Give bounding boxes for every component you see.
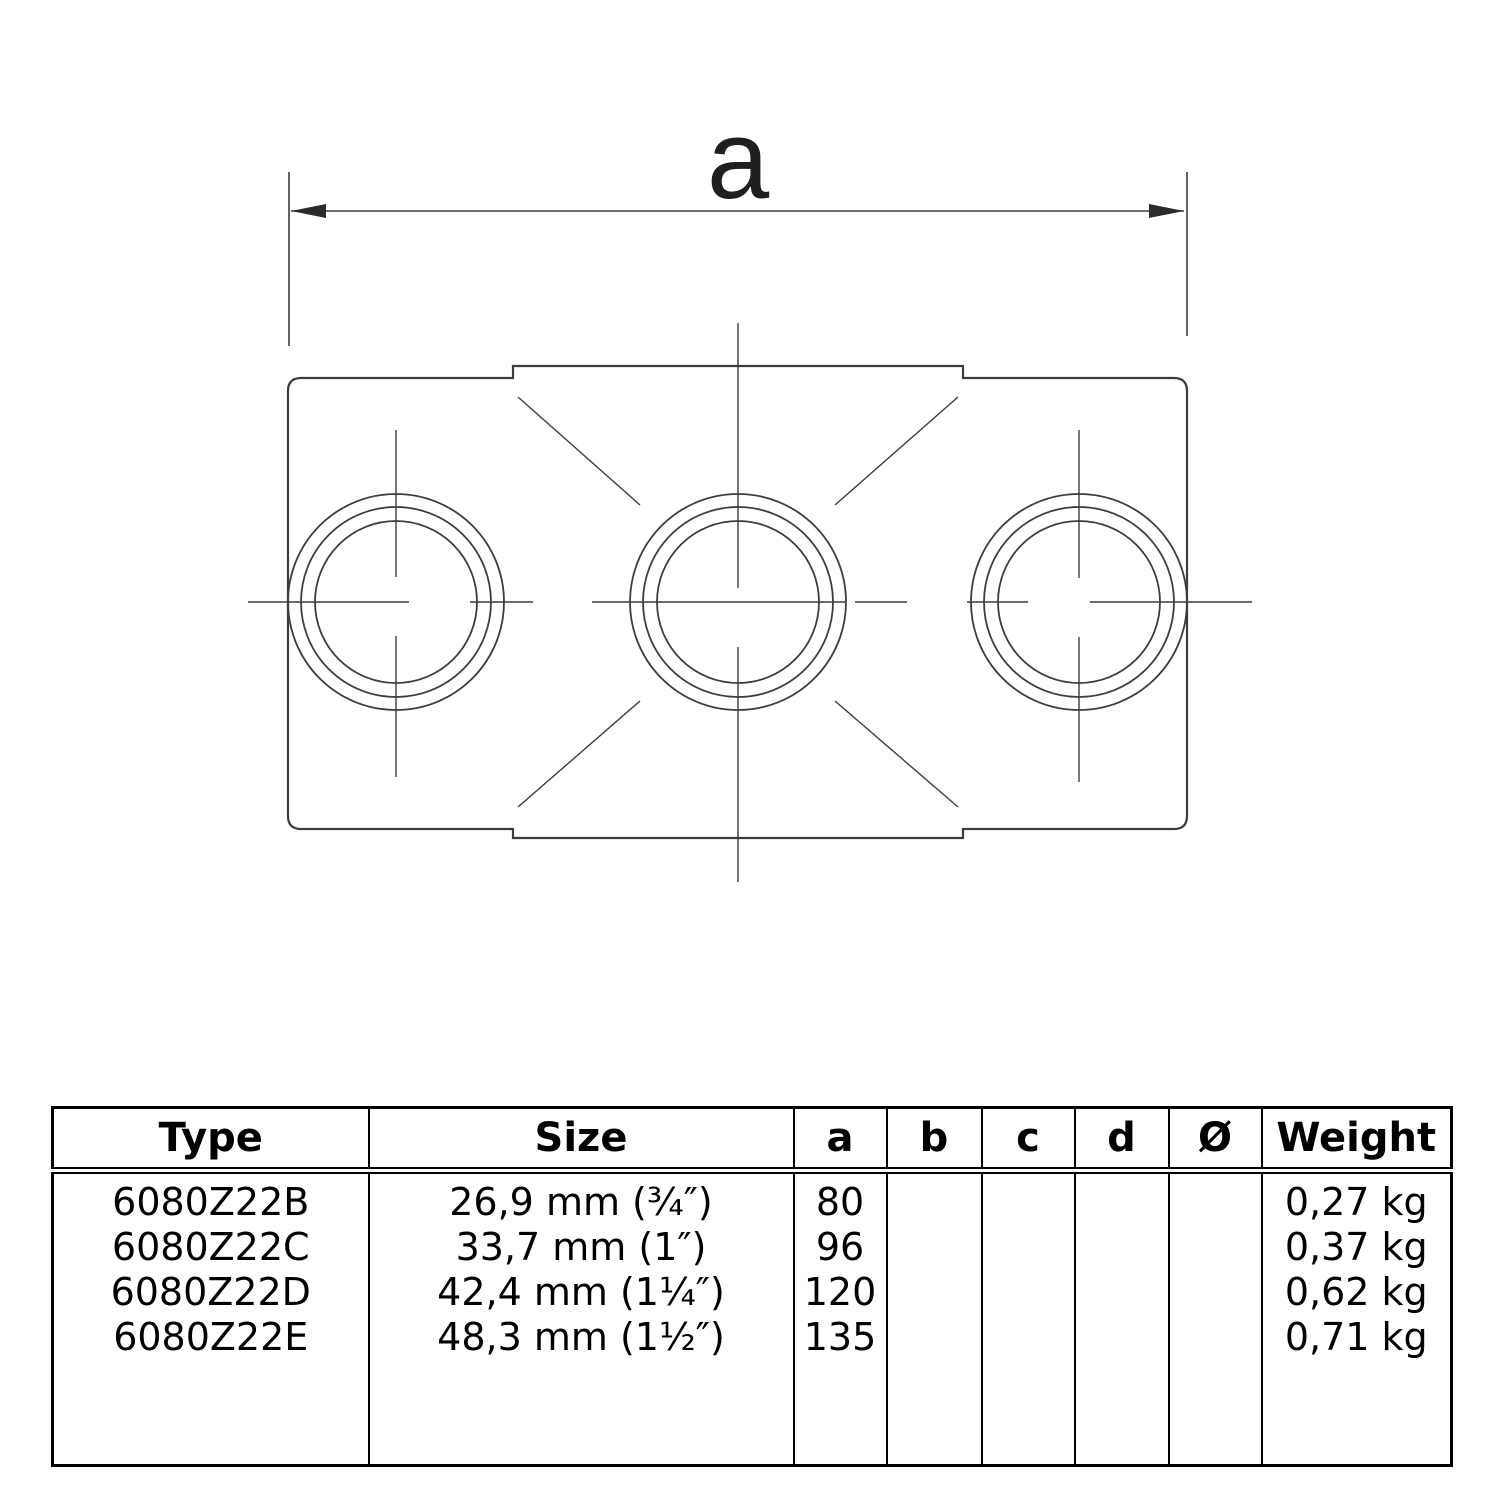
size-value: 42,4 mm (1¼″) — [437, 1270, 725, 1314]
dimension-arrow-right-icon — [1149, 204, 1184, 218]
c-value — [983, 1270, 1074, 1315]
size-value: 48,3 mm (1½″) — [437, 1315, 725, 1359]
header-type: Type — [53, 1108, 369, 1171]
header-c: c — [982, 1108, 1075, 1171]
header-weight: Weight — [1262, 1108, 1452, 1171]
centerlines — [248, 323, 1252, 882]
b-value — [888, 1180, 981, 1225]
diameter-value — [1170, 1180, 1261, 1225]
column-type — [53, 1171, 369, 1466]
column-size — [369, 1171, 794, 1466]
header-a: a — [794, 1108, 887, 1171]
weight-value: 0,37 kg — [1284, 1225, 1428, 1269]
diagonal-lower-right — [835, 701, 958, 807]
c-value — [983, 1180, 1074, 1225]
weight-value: 0,27 kg — [1284, 1180, 1428, 1224]
header-size: Size — [369, 1108, 794, 1171]
c-value — [983, 1225, 1074, 1270]
d-value — [1076, 1270, 1168, 1315]
column-diameter — [1169, 1171, 1262, 1466]
diameter-value — [1170, 1270, 1261, 1315]
spec-table-header-row — [53, 1108, 1452, 1171]
column-a — [794, 1171, 887, 1466]
b-value — [888, 1315, 981, 1360]
c-value — [983, 1315, 1074, 1360]
a-value: 135 — [803, 1315, 877, 1359]
header-diameter: Ø — [1169, 1108, 1262, 1171]
dimension-a — [289, 97, 1187, 346]
type-value: 6080Z22E — [113, 1315, 309, 1359]
a-value: 120 — [803, 1270, 877, 1314]
column-d — [1075, 1171, 1169, 1466]
type-value: 6080Z22C — [111, 1225, 310, 1269]
weight-value: 0,71 kg — [1284, 1315, 1428, 1359]
diameter-value — [1170, 1225, 1261, 1270]
size-value: 26,9 mm (¾″) — [449, 1180, 713, 1224]
size-value: 33,7 mm (1″) — [455, 1225, 707, 1269]
dimension-arrow-left-icon — [291, 204, 326, 218]
header-b: b — [887, 1108, 982, 1171]
b-value — [888, 1270, 981, 1315]
dimension-label: a — [706, 97, 770, 222]
column-weight — [1262, 1171, 1452, 1466]
column-b — [887, 1171, 982, 1466]
weight-value: 0,62 kg — [1284, 1270, 1428, 1314]
d-value — [1076, 1315, 1168, 1360]
a-value: 80 — [815, 1180, 865, 1224]
type-value: 6080Z22D — [110, 1270, 311, 1314]
b-value — [888, 1225, 981, 1270]
a-value: 96 — [815, 1225, 865, 1269]
type-value: 6080Z22B — [112, 1180, 310, 1224]
header-d: d — [1075, 1108, 1169, 1171]
d-value — [1076, 1225, 1168, 1270]
diagonal-upper-right — [835, 397, 958, 505]
diameter-value — [1170, 1315, 1261, 1360]
spec-table — [51, 1106, 1453, 1467]
column-c — [982, 1171, 1075, 1466]
diagonal-upper-left — [518, 397, 640, 505]
spec-table-body-row — [53, 1171, 1452, 1466]
diagonal-lower-left — [518, 701, 640, 807]
d-value — [1076, 1180, 1168, 1225]
